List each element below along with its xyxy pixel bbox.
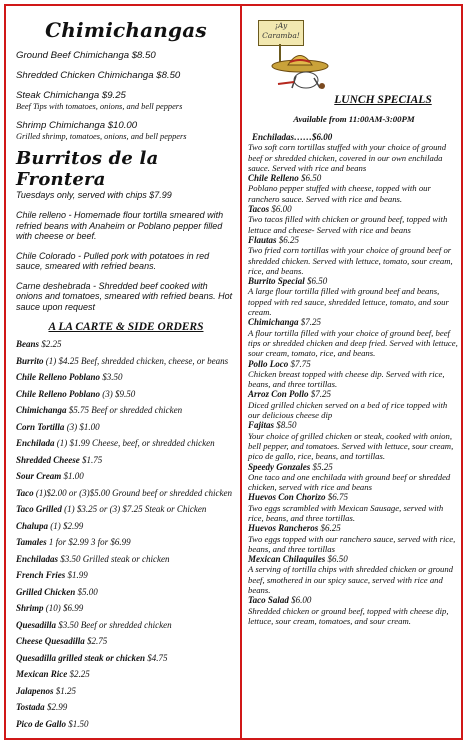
item-detail: $1.75	[82, 454, 103, 465]
list-item	[16, 389, 236, 399]
lunch-item	[248, 420, 460, 461]
item-detail: $3.50	[102, 372, 123, 382]
list-item	[16, 620, 236, 630]
list-item	[16, 455, 236, 465]
item-name: Flautas	[248, 234, 277, 245]
list-item	[16, 537, 236, 547]
a-la-carte-title: A LA CARTE & SIDE ORDERS	[48, 321, 204, 333]
item-detail: $4.75	[147, 652, 168, 663]
lunch-item	[248, 204, 460, 235]
list-item	[16, 405, 236, 415]
item-price: $6.00	[271, 204, 292, 215]
list-item	[16, 422, 236, 432]
item-detail: (3) $1.00	[66, 421, 100, 432]
list-item	[16, 603, 236, 613]
item-description: One taco and one enchilada with ground beef or shredded chicken, served with rice and beans	[248, 471, 451, 493]
list-item	[16, 521, 236, 531]
item-name: Shrimp Chimichanga $10.00	[16, 120, 138, 131]
item-name: Tacos	[248, 204, 270, 215]
list-item	[16, 488, 236, 498]
lunch-specials-title: LUNCH SPECIALS	[334, 94, 432, 106]
lunch-item	[248, 276, 460, 317]
list-item	[16, 372, 236, 382]
item-detail: $2.25	[69, 669, 90, 679]
item-name: Taco Salad	[248, 595, 289, 606]
item-name: Quesadilla	[16, 619, 57, 630]
item-name: Shredded Cheese	[16, 454, 80, 465]
item-description: Two eggs scrambled with Mexican Sausage, served with rice, beans, and three tortillas.	[248, 502, 444, 523]
item-detail: $3.50 Grilled steak or chicken	[60, 553, 170, 564]
list-item	[16, 438, 236, 448]
item-name: Burrito	[16, 355, 44, 366]
list-item	[16, 702, 236, 712]
menu-item	[16, 70, 236, 82]
item-price: $5.25	[312, 461, 333, 472]
item-detail: $1.50	[68, 718, 89, 729]
lunch-item	[248, 523, 460, 554]
item-detail: $2.75	[87, 636, 108, 646]
item-detail: (1) $3.25 or (3) $7.25 Steak or Chicken	[64, 504, 207, 514]
item-description: Two soft corn tortillas stuffed with your choice of ground beef or shredded chicken, covered in our own enchilada sauce. Served with rice and beans	[248, 142, 447, 173]
item-name: Huevos Con Chorizo	[248, 492, 326, 503]
item-name: Chimichanga	[16, 405, 67, 415]
item-description: A flour tortilla filled with your choice of ground beef, beef tips or shredded chicken and deep fried. Served with lettuce, sour cream, tomato, rice, and beans.	[248, 327, 458, 359]
item-detail: $1.25	[55, 685, 77, 696]
lunch-item	[248, 359, 460, 390]
item-price: $8.50	[276, 420, 297, 431]
item-description: Shredded chicken or ground beef, topped with cheese dip, lettuce, sour cream, tomatoes, and sour cream.	[248, 605, 449, 626]
item-name: Ground Beef Chimichanga $8.50	[16, 50, 156, 61]
availability-text: Available from 11:00AM-3:00PM	[293, 114, 415, 124]
item-detail: $5.00	[77, 586, 98, 597]
item-description: Chicken breast topped with cheese dip. Served with rice, beans, and three tortillas.	[248, 368, 445, 390]
item-name: Beans	[16, 339, 40, 349]
burrito-item: Chile Colorado - Pulled pork with potatoes in red sauce, smeared with refried beans.	[16, 250, 210, 271]
item-price: $6.25	[278, 234, 300, 245]
lunch-item	[248, 317, 460, 358]
lunch-item	[248, 462, 460, 493]
item-name: Tostada	[16, 702, 45, 712]
item-description: Your choice of grilled chicken or steak, cooked with onion, bell pepper, and tomatoes. Served with lettuce, sour cream, pico de gallo, rice, beans, and tortillas.	[248, 430, 454, 462]
item-name: Huevos Rancheros	[248, 523, 319, 534]
list-item	[16, 686, 236, 696]
item-detail: (1)$2.00 or (3)$5.00 Ground beef or shredded chicken	[35, 487, 232, 498]
sombrero-man-icon	[248, 10, 338, 94]
burrito-item: Carne deshebrada - Shredded beef cooked with onions and tomatoes, smeared with refried beans. Hot sauce upon request	[16, 280, 233, 312]
item-name: Chile Relleno Poblano	[16, 388, 101, 399]
item-name: Sour Cream	[16, 471, 62, 481]
item-description: Beef Tips with tomatoes, onions, and bell peppers	[16, 102, 183, 111]
list-item	[16, 636, 236, 646]
item-name: Enchiladas……$6.00	[252, 132, 333, 142]
item-price: $7.25	[310, 389, 332, 400]
item-price: $6.75	[327, 492, 349, 503]
list-item	[16, 554, 236, 564]
item-price: $6.25	[320, 523, 341, 534]
item-detail: $1.00	[63, 471, 84, 481]
item-description: Two tacos filled with chicken or ground beef, topped with lettuce and cheese- Served with rice and beans	[248, 214, 448, 235]
left-column	[16, 10, 236, 735]
item-description: Two eggs topped with our ranchero sauce, served with rice, beans, and three tortillas	[248, 533, 456, 554]
item-detail: (1) $1.99 Cheese, beef, or shredded chicken	[56, 438, 215, 448]
item-detail: $1.99	[67, 570, 88, 580]
list-item	[16, 356, 236, 366]
item-description: Poblano pepper stuffed with cheese, topped with our ranchero sauce. Served with rice and beans.	[248, 183, 431, 204]
item-name: Shrimp	[16, 603, 44, 613]
lunch-item	[248, 235, 460, 276]
list-item	[16, 719, 236, 729]
item-detail: $2.25	[41, 339, 62, 349]
item-name: Quesadilla grilled steak or chicken	[16, 652, 145, 663]
item-price: $6.50	[301, 173, 322, 184]
item-name: Mexican Chilaquiles	[248, 554, 326, 565]
lunch-item	[248, 173, 460, 204]
item-detail: $5.75 Beef or shredded chicken	[68, 405, 183, 415]
item-name: French Fries	[16, 570, 66, 580]
item-name: Enchilada	[16, 438, 55, 448]
list-item	[16, 587, 236, 597]
item-price: $6.00	[291, 595, 312, 606]
item-name: Enchiladas	[16, 553, 59, 564]
item-detail: (1) $2.99	[50, 520, 84, 531]
item-name: Jalapenos	[16, 685, 54, 696]
item-detail: (3) $9.50	[102, 388, 136, 399]
list-item	[16, 653, 236, 663]
item-name: Taco Grilled	[16, 504, 62, 514]
list-item	[16, 570, 236, 580]
menu-item	[16, 90, 236, 112]
item-detail: 1 for $2.99 3 for $6.99	[48, 537, 131, 547]
item-name: Taco	[16, 487, 34, 498]
item-price: $7.75	[290, 358, 311, 369]
lunch-item	[248, 554, 460, 595]
burritos-title: Burritos de la Frontera	[16, 148, 159, 190]
item-detail: (10) $6.99	[45, 603, 84, 613]
lunch-item	[248, 132, 460, 173]
item-description: Diced grilled chicken served on a bed of rice topped with our delicious cheese dip	[248, 399, 448, 421]
item-name: Chalupa	[16, 520, 49, 531]
item-name: Cheese Quesadilla	[16, 636, 85, 646]
item-name: Chimichanga	[248, 317, 299, 328]
item-name: Burrito Special	[248, 276, 305, 287]
caramba-sign: ¡Ay Caramba!	[258, 20, 304, 46]
item-price: $6.50	[307, 276, 328, 287]
sombrero-logo	[248, 10, 460, 94]
item-name: Arroz Con Pollo	[248, 389, 309, 400]
list-item	[16, 504, 236, 514]
column-divider	[240, 4, 242, 740]
item-price: $7.25	[300, 317, 322, 328]
item-name: Pollo Loco	[248, 358, 289, 369]
lunch-item	[248, 389, 460, 420]
item-description: Two fried corn tortillas with your choice of ground beef or shredded chicken. Served with lettuce, tomato, sour cream, rice, and beans.	[248, 245, 453, 276]
list-item	[16, 669, 236, 679]
item-name: Chile Relleno	[248, 173, 299, 184]
item-name: Steak Chimichanga $9.25	[16, 90, 126, 101]
menu-item	[16, 120, 236, 142]
item-description: A large flour tortilla filled with ground beef and beans, topped with red sauce, shredded lettuce, tomato, and sour cream.	[248, 286, 449, 318]
item-price: $6.50	[327, 554, 348, 565]
item-detail: $2.99	[46, 702, 68, 712]
item-name: Grilled Chicken	[16, 586, 76, 597]
item-name: Chile Relleno Poblano	[16, 372, 101, 382]
burritos-subtitle: Tuesdays only, served with chips $7.99	[16, 190, 172, 200]
list-item	[16, 471, 236, 481]
list-item	[16, 339, 236, 349]
item-name: Shredded Chicken Chimichanga $8.50	[16, 70, 181, 81]
right-column	[248, 10, 460, 626]
item-name: Pico de Gallo	[16, 718, 66, 729]
chimichangas-title: Chimichangas	[45, 18, 207, 42]
item-description: Grilled shrimp, tomatoes, onions, and bell peppers	[16, 132, 187, 141]
item-name: Mexican Rice	[16, 669, 68, 679]
lunch-item	[248, 595, 460, 626]
item-description: A serving of tortilla chips with shredded chicken or ground beef, smothered in our spicy sauce, served with rice and beans.	[248, 564, 454, 596]
menu-item	[16, 50, 236, 62]
burrito-item: Chile relleno - Homemade flour tortilla smeared with refried beans with Anaheim or Poblano pepper filled with cheese or beef.	[16, 210, 224, 241]
lunch-item	[248, 492, 460, 523]
item-detail: $3.50 Beef or shredded chicken	[58, 619, 172, 630]
item-detail: (1) $4.25 Beef, shredded chicken, cheese, or beans	[45, 355, 229, 366]
item-name: Fajitas	[248, 420, 275, 431]
item-name: Corn Tortilla	[16, 421, 65, 432]
item-name: Tamales	[16, 537, 47, 547]
item-name: Speedy Gonzales	[248, 461, 311, 472]
